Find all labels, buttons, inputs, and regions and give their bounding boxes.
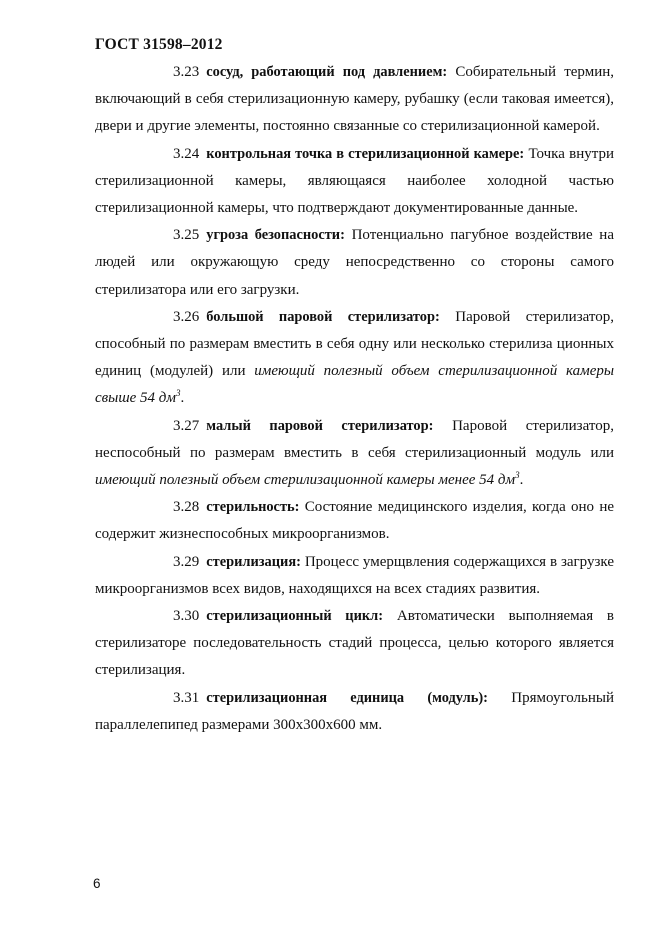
definition-entry — [95, 141, 614, 223]
definition-entry — [95, 549, 614, 603]
entry-number: 3.29 — [173, 553, 200, 570]
entry-text: Точка внутри стерилизационной камеры, являющаяся наиболее холодной частью стерилизационной камеры, что подтверждают документированные данные. — [95, 145, 614, 217]
entry-text: Паровой стерилизатор, способный по размерам вместить в себя одну или несколько стерилиза ционных единиц (модулей) или — [95, 308, 614, 380]
entry-number: 3.25 — [173, 227, 200, 244]
entry-number: 3.23 — [173, 64, 200, 80]
entry-number: 3.28 — [173, 499, 200, 516]
definition-entry — [95, 304, 614, 413]
entry-text: Собирательный термин, включающий в себя стерилизационную камеру, рубашку (если таковая имеется), двери и другие элементы, постоянно связанные со стерилизационной камерой. — [95, 64, 615, 135]
entry-term: контрольная точка в стерилизационной камере: — [206, 145, 525, 162]
definition-entry — [95, 494, 614, 548]
entry-text: Процесс умерщвления содержащихся в загрузке микроорганизмов всех видов, находящихся на всех стадиях развития. — [95, 553, 614, 597]
document-header: ГОСТ 31598–2012 — [95, 36, 223, 53]
definition-entry — [95, 413, 614, 495]
entry-end: . — [180, 390, 185, 407]
entry-text: Потенциально пагубное воздействие на людей или окружающую среду непосредственно со стороны самого стерилизатора или его загрузки. — [95, 227, 614, 298]
entry-term: малый паровой стерилизатор: — [206, 417, 434, 434]
entry-text: Прямоугольный параллелепипед размерами 300х300х600 мм. — [95, 689, 614, 733]
entry-text: Паровой стерилизатор, неспособный по размерам вместить в себя стерилизационный модуль или — [95, 417, 614, 461]
document-body — [95, 59, 614, 739]
definition-entry — [95, 222, 614, 304]
entry-term: стерильность: — [206, 499, 300, 516]
entry-text: Состояние медицинского изделия, когда оно не содержит жизнеспособных микроорганизмов. — [95, 499, 614, 543]
entry-number: 3.27 — [173, 417, 200, 434]
entry-end: . — [519, 472, 524, 489]
superscript: 3 — [515, 470, 520, 481]
entry-number: 3.30 — [173, 608, 200, 625]
entry-term: сосуд, работающий под давлением: — [206, 64, 448, 80]
superscript: 3 — [175, 388, 181, 399]
entry-number: 3.26 — [173, 308, 200, 325]
entry-italic-text: имеющий полезный объем стерилизационной камеры менее 54 дм — [95, 472, 516, 489]
entry-text: Автоматически выполняемая в стерилизаторе последовательность стадий процесса, целью которого является стерилизация. — [95, 608, 614, 679]
entry-term: большой паровой стерилизатор: — [206, 308, 440, 325]
entry-number: 3.24 — [173, 145, 200, 162]
definition-entry — [95, 603, 614, 685]
definition-entry — [95, 59, 614, 141]
entry-italic-text: имеющий полезный объем стерилизационной камеры свыше 54 дм — [95, 363, 615, 407]
entry-term: стерилизация: — [206, 553, 301, 570]
entry-number: 3.31 — [173, 689, 200, 706]
entry-term: стерилизационный цикл: — [206, 608, 384, 625]
entry-term: стерилизационная единица (модуль): — [206, 689, 488, 706]
entry-term: угроза безопасности: — [206, 227, 345, 244]
definition-entry — [95, 685, 614, 739]
page-number: 6 — [93, 876, 101, 891]
